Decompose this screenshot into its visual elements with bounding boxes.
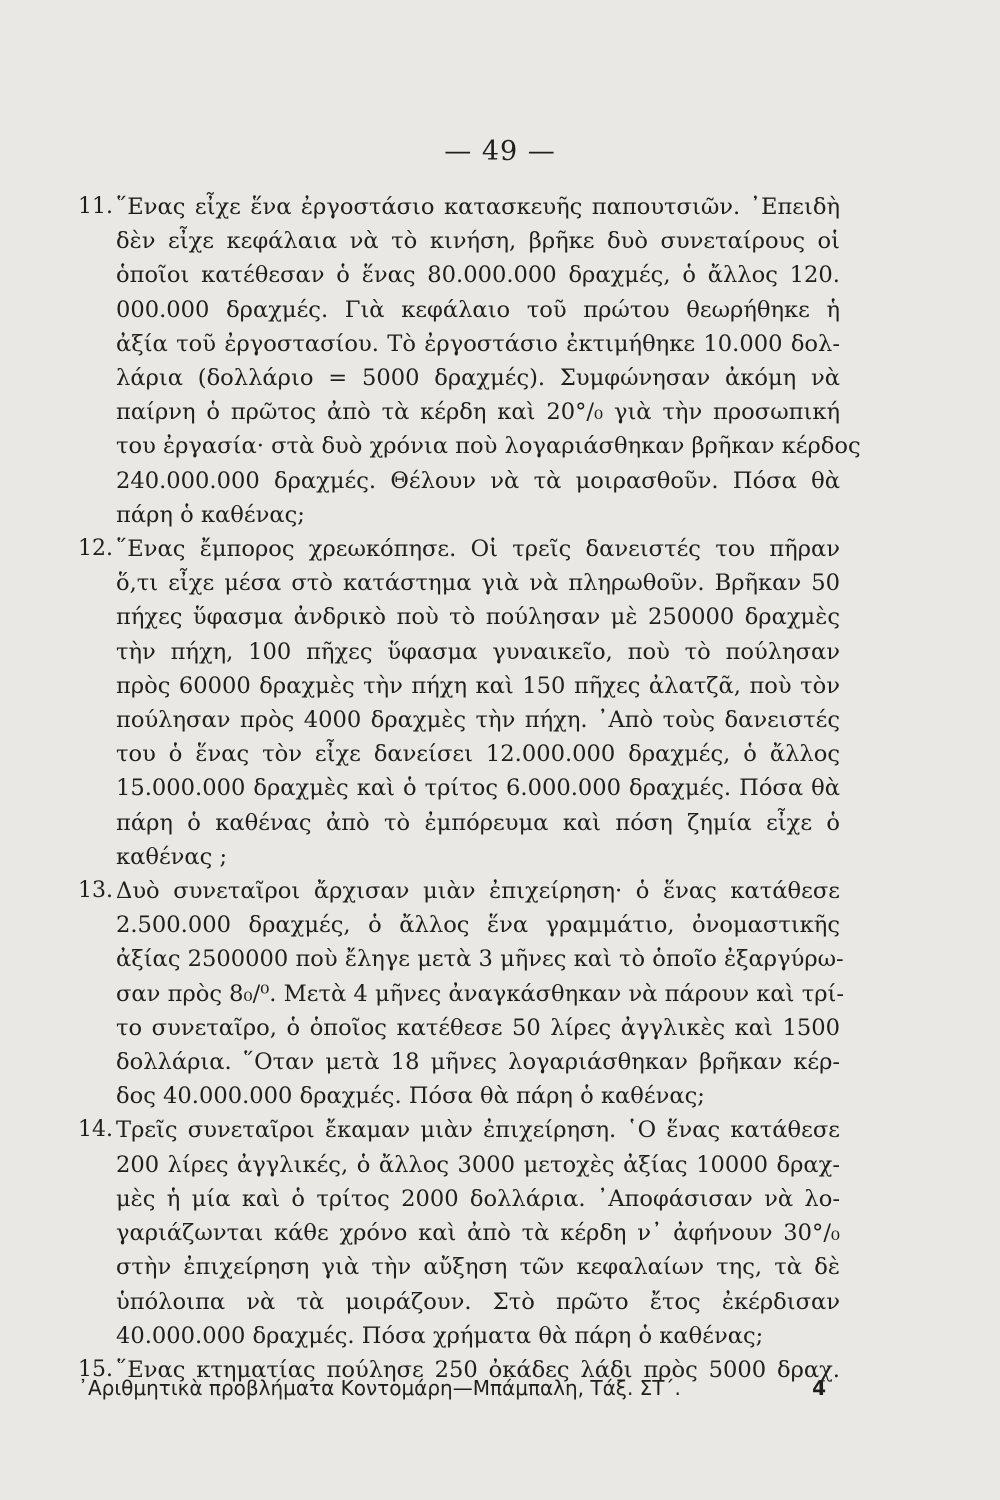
text-line: τὴν πήχη, 100 πῆχες ὕφασμα γυναικεῖο, ποὺ τὸ πούλησαν xyxy=(116,638,840,665)
text-line: Δυὸ συνεταῖροι ἄρχισαν μιὰν ἐπιχείρηση· ὁ ἕνας κατάθεσε xyxy=(116,878,840,905)
text-line: ὑπόλοιπα νὰ τὰ μοιράζουν. Στὸ πρῶτο ἔτος ἐκέρδισαν xyxy=(116,1288,840,1315)
problem-14 xyxy=(78,1113,840,1352)
text-line: Τρεῖς συνεταῖροι ἔκαμαν μιὰν ἐπιχείρηση. ῾Ο ἕνας κατάθεσε xyxy=(116,1117,840,1144)
text-line: ῞Ενας ἔμπορος χρεωκόπησε. Οἱ τρεῖς δανειστές του πῆραν xyxy=(116,536,840,563)
text-line: ῞Ενας εἶχε ἕνα ἐργοστάσιο κατασκευῆς παπουτσιῶν. ᾿Επειδὴ xyxy=(116,194,840,220)
text-line: παίρνη ὁ πρῶτος ἀπὸ τὰ κέρδη καὶ 20°/₀ γιὰ τὴν προσωπική xyxy=(116,399,840,426)
text-line: ἀξία τοῦ ἐργοστασίου. Τὸ ἐργοστάσιο ἐκτιμήθηκε 10.000 δολ- xyxy=(116,330,840,357)
text-line: 000.000 δραχμές. Γιὰ κεφάλαιο τοῦ πρώτου θεωρήθηκε ἡ xyxy=(116,296,840,323)
text-line: καθένας ; xyxy=(116,843,228,870)
text-line: ὁποῖοι κατέθεσαν ὁ ἕνας 80.000.000 δραχμές, ὁ ἄλλος 120. xyxy=(116,262,840,289)
problem-13 xyxy=(78,874,844,1113)
problem-list xyxy=(78,190,861,1387)
text-line: σαν πρὸς 8₀/⁰. Μετὰ 4 μῆνες ἀναγκάσθηκαν νὰ πάρουν καὶ τρί- xyxy=(116,980,844,1007)
text-line: πούλησαν πρὸς 4000 δραχμὲς τὴν πήχη. ᾿Απὸ τοὺς δανειστές xyxy=(116,707,840,734)
problem-number: 11. xyxy=(78,194,113,219)
text-line: δὲν εἶχε κεφάλαια νὰ τὸ κινήση, βρῆκε δυὸ συνεταίρους οἱ xyxy=(116,228,840,255)
text-line: το συνεταῖρο, ὁ ὁποῖος κατέθεσε 50 λίρες ἀγγλικὲς καὶ 1500 xyxy=(116,1014,840,1041)
text-line: ῞Ενας κτηματίας πούλησε 250 ὀκάδες λάδι πρὸς 5000 δραχ. xyxy=(116,1356,840,1383)
text-line: πάρη ὁ καθένας ἀπὸ τὸ ἐμπόρευμα καὶ πόση ζημία εἶχε ὁ xyxy=(116,809,840,836)
problem-12 xyxy=(78,532,840,874)
text-line: πάρη ὁ καθένας; xyxy=(116,501,305,528)
text-line: του ὁ ἕνας τὸν εἶχε δανείσει 12.000.000 δραχμές, ὁ ἄλλος xyxy=(116,741,840,768)
text-line: 200 λίρες ἀγγλικές, ὁ ἄλλος 3000 μετοχὲς ἀξίας 10000 δραχ- xyxy=(116,1151,840,1178)
text-line: λάρια (δολλάριο = 5000 δραχμές). Συμφώνησαν ἀκόμη νὰ xyxy=(116,365,840,392)
text-line: πρὸς 60000 δραχμὲς τὴν πήχη καὶ 150 πῆχες ἀλατζᾶ, ποὺ τὸν xyxy=(116,672,840,699)
text-line: του ἐργασία· στὰ δυὸ χρόνια ποὺ λογαριάσθηκαν βρῆκαν κέρδος xyxy=(116,433,861,460)
problem-number: 15. xyxy=(78,1356,113,1382)
text-line: στὴν ἐπιχείρηση γιὰ τὴν αὔξηση τῶν κεφαλαίων της, τὰ δὲ xyxy=(116,1254,840,1281)
text-line: ὅ,τι εἶχε μέσα στὸ κατάστημα γιὰ νὰ πληρωθοῦν. Βρῆκαν 50 xyxy=(116,570,840,597)
problem-number: 12. xyxy=(78,536,113,562)
text-line: μὲς ἡ μία καὶ ὁ τρίτος 2000 δολλάρια. ᾿Αποφάσισαν νὰ λο- xyxy=(116,1185,840,1212)
book-title: ᾿Αριθμητικὰ προβλήματα Κοντομάρη—Μπάμπαλη, Τάξ. ΣΤ΄. xyxy=(78,1376,681,1400)
text-line: 40.000.000 δραχμές. Πόσα χρήματα θὰ πάρη ὁ καθένας; xyxy=(116,1322,764,1349)
text-line: ἀξίας 2500000 ποὺ ἔληγε μετὰ 3 μῆνες καὶ τὸ ὁποῖο ἐξαργύρω- xyxy=(116,946,844,973)
problem-number: 13. xyxy=(78,878,113,904)
signature-mark: 4 xyxy=(812,1376,826,1400)
page-number: — 49 — xyxy=(444,136,556,167)
text-line: γαριάζωνται κάθε χρόνο καὶ ἀπὸ τὰ κέρδη ν᾿ ἀφήνουν 30°/₀ xyxy=(116,1220,840,1247)
problem-number: 14. xyxy=(78,1117,113,1143)
text-line: 15.000.000 δραχμὲς καὶ ὁ τρίτος 6.000.000 δραχμές. Πόσα θὰ xyxy=(116,775,840,802)
text-line: 2.500.000 δραχμές, ὁ ἄλλος ἕνα γραμμάτιο, ὀνομαστικῆς xyxy=(116,912,840,939)
text-line: πήχες ὕφασμα ἀνδρικὸ ποὺ τὸ πούλησαν μὲ 250000 δραχμὲς xyxy=(116,604,840,631)
text-line: 240.000.000 δραχμές. Θέλουν νὰ τὰ μοιρασθοῦν. Πόσα θὰ xyxy=(116,467,840,494)
problem-11 xyxy=(78,190,861,532)
text-line: δολλάρια. ῞Οταν μετὰ 18 μῆνες λογαριάσθηκαν βρῆκαν κέρ- xyxy=(116,1049,840,1076)
text-line: δος 40.000.000 δραχμές. Πόσα θὰ πάρη ὁ καθένας; xyxy=(116,1083,705,1110)
